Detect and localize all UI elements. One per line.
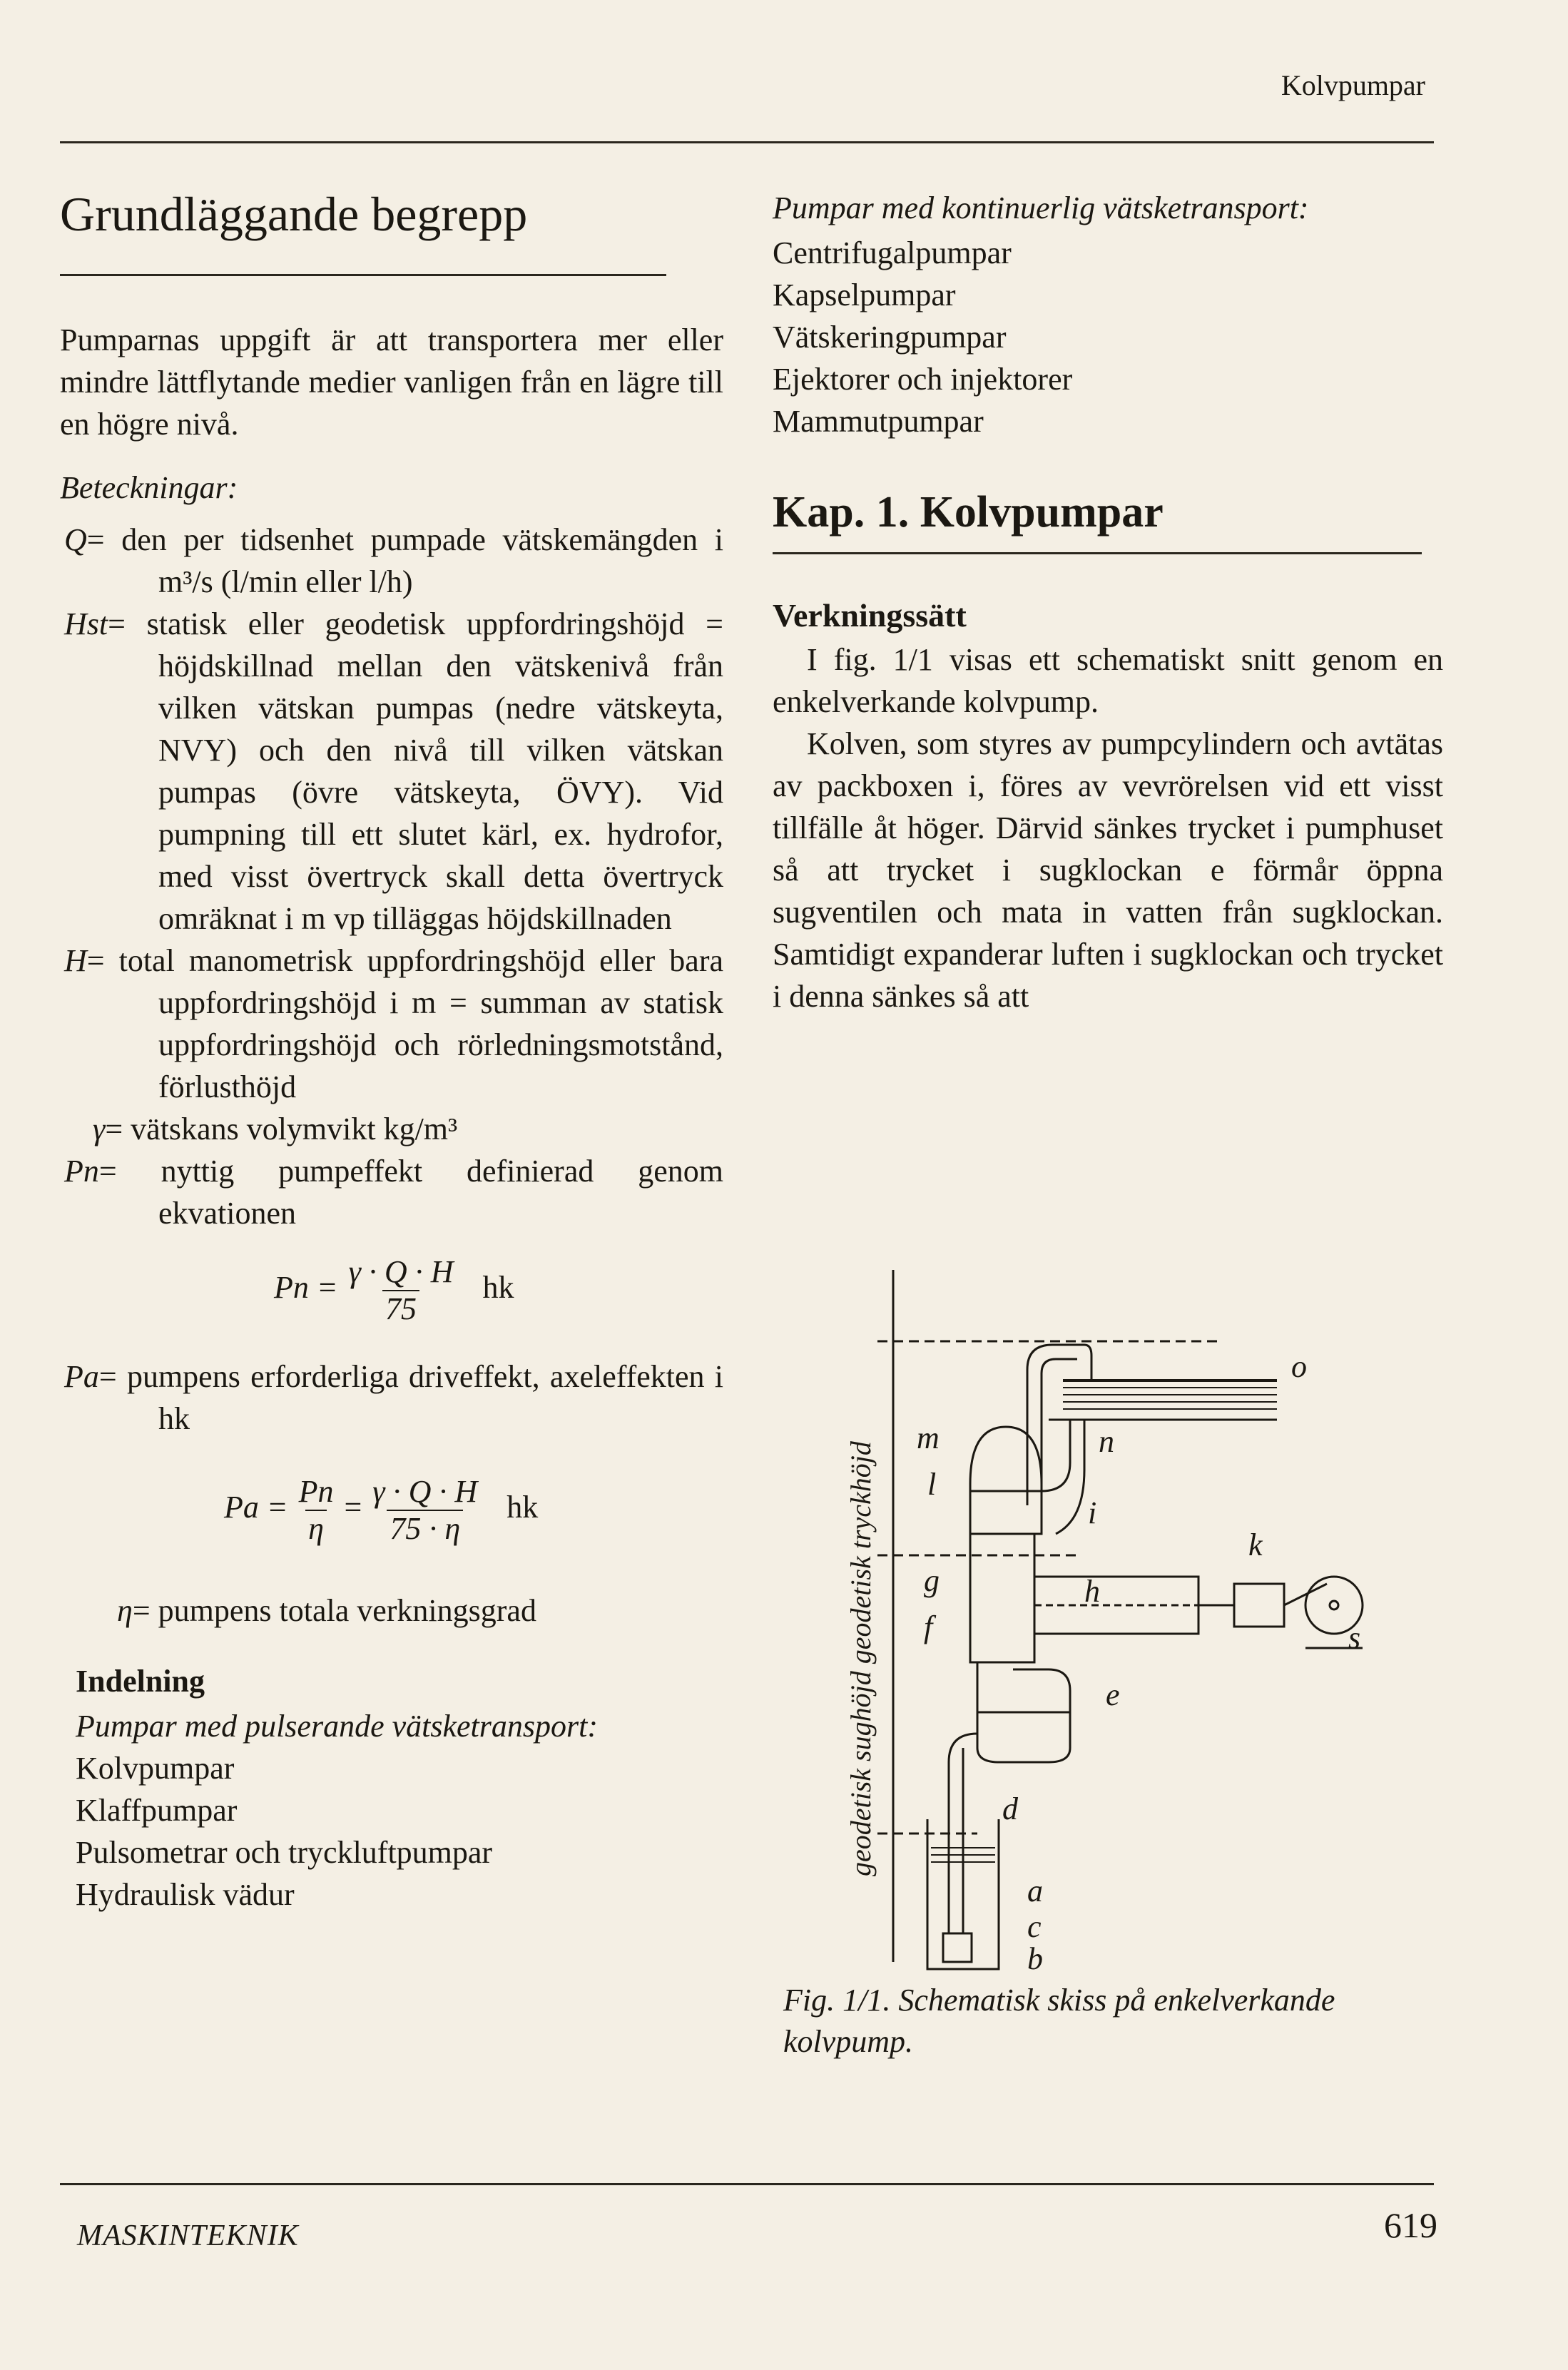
intro-paragraph: Pumparnas uppgift är att transportera mer eller mindre lättflytande medier vanligen från en lägre till en högre nivå. [60, 322, 723, 442]
formula-pa [60, 1447, 723, 1582]
label-a: a [1027, 1873, 1043, 1908]
crank-pin [1330, 1601, 1338, 1609]
continuous-heading: Pumpar med kontinuerlig vätsketransport: [773, 190, 1309, 225]
label-o: o [1291, 1349, 1307, 1384]
def-hst-text: = statisk eller geodetisk uppfordringshöjd = höjdskillnad mellan den vätskenivå från vilken vätskan pumpas (nedre vätskeyta, NVY) och den nivå till vilken vätskan pumpas (övre vätskeyta, ÖVY). Vid pumpning till ett slutet kärl, ex. hydrofor, med visst övertryck skall detta övertryck omräknat i m vp tilläggas höjdskillnaden [108, 606, 723, 936]
page-number: 619 [1384, 2205, 1437, 2245]
formula-pa-fraction-2 [370, 1475, 480, 1545]
pulsing-list-item: Kolvpumpar [76, 1751, 235, 1786]
continuous-list-item: Kapselpumpar [773, 278, 956, 312]
def-pa-text: = pumpens erforderliga driveffekt, axeleffekten i hk [98, 1359, 723, 1436]
def-eta-symbol: η [117, 1593, 133, 1628]
label-l: l [927, 1467, 937, 1502]
def-q [60, 519, 723, 603]
continuous-list-item: Vätskeringpumpar [773, 320, 1007, 355]
section-title: Grundläggande begrepp [60, 187, 528, 241]
def-pn-text: = nyttig pumpeffekt definierad genom ekvationen [98, 1154, 723, 1231]
label-f: f [924, 1609, 933, 1644]
def-q-text: = den per tidsenhet pumpade vätskemängden i m³/s (l/min eller l/h) [86, 522, 723, 599]
def-gamma [60, 1108, 723, 1150]
figure-caption: Fig. 1/1. Schematisk skiss på enkelverkande kolvpump. [783, 1983, 1335, 2059]
indelning-heading: Indelning [76, 1664, 205, 1699]
def-eta [60, 1590, 723, 1632]
formula-pa-lhs: Pa = [224, 1490, 288, 1525]
formula-pn-unit: hk [482, 1270, 514, 1306]
def-hst [60, 603, 723, 940]
beteckningar-label: Beteckningar: [60, 470, 238, 505]
def-h-text: = total manometrisk uppfordringshöjd eller bara uppfordringshöjd i m = summan av statisk uppfordringshöjd och rörledningsmotstånd, förlusthöjd [86, 943, 723, 1104]
section-rule [60, 274, 666, 276]
formula-pn-fraction [346, 1256, 457, 1326]
def-h-symbol: H [64, 943, 87, 978]
foot-valve [943, 1933, 972, 1962]
pulsing-list-item: Pulsometrar och tryckluftpumpar [76, 1835, 493, 1870]
def-h [60, 940, 723, 1108]
label-c: c [1027, 1909, 1042, 1944]
formula-pa-numerator-2: γ · Q · H [372, 1474, 478, 1509]
pump-housing [970, 1534, 1034, 1662]
def-eta-text: = pumpens totala verkningsgrad [132, 1593, 536, 1628]
delivery-pipe [1027, 1345, 1091, 1505]
label-g: g [924, 1563, 940, 1598]
def-gamma-text: = vätskans volymvikt kg/m³ [105, 1112, 458, 1146]
formula-pa-unit: hk [506, 1490, 539, 1525]
pulsing-list-item: Klaffpumpar [76, 1793, 238, 1828]
def-pa [60, 1356, 723, 1440]
upper-tank-hatching [1063, 1388, 1277, 1409]
pulsing-heading: Pumpar med pulserande vätsketransport: [76, 1709, 599, 1744]
label-h: h [1084, 1574, 1100, 1609]
label-n: n [1099, 1424, 1114, 1459]
continuous-list [773, 232, 1443, 442]
label-s: s [1348, 1620, 1361, 1655]
label-b: b [1027, 1941, 1043, 1976]
continuous-list-item: Ejektorer och injektorer [773, 362, 1073, 397]
pulsing-list-item: Hydraulisk vädur [76, 1877, 295, 1912]
paragraph-2: Kolven, som styres av pumpcylindern och avtätas av packboxen i, föres av vevrörelsen vid ett visst tillfälle åt höger. Därvid sänkes trycket i pumphuset så att trycket i sugklockan e förmår öppna sugventilen och mata in vatten från sugklockan. Samtidigt expanderar luften i sugklockan och trycket i denna sänkes så att [773, 726, 1443, 1014]
label-k: k [1248, 1527, 1263, 1562]
figure-vertical-label: geodetisk sughöjd geodetisk tryckhöjd [845, 1441, 877, 1876]
chapter-title: Kap. 1. Kolvpumpar [773, 488, 1164, 536]
pulsing-list [60, 1747, 723, 1916]
def-gamma-symbol: γ [93, 1112, 106, 1146]
left-column [60, 185, 723, 1916]
definition-list [60, 519, 723, 1234]
formula-pa-fraction-1 [296, 1475, 337, 1545]
chapter-rule [773, 552, 1422, 554]
journal-name: MASKINTEKNIK [77, 2219, 299, 2252]
def-pn-symbol: Pn [64, 1154, 99, 1189]
continuous-list-item: Centrifugalpumpar [773, 235, 1012, 270]
bottom-rule [60, 2183, 1434, 2185]
subsection-title: Verkningssätt [773, 597, 967, 634]
paragraph-1: I fig. 1/1 visas ett schematiskt snitt genom en enkelverkande kolvpump. [773, 642, 1443, 719]
formula-pn-numerator: γ · Q · H [348, 1254, 454, 1289]
label-m: m [917, 1420, 940, 1455]
pressure-pipe [1042, 1420, 1070, 1491]
formula-pa-equals: = [344, 1490, 362, 1525]
formula-pn-lhs: Pn = [274, 1270, 338, 1306]
label-d: d [1002, 1791, 1018, 1826]
air-vessel [970, 1427, 1042, 1534]
running-head: Kolvpumpar [1281, 69, 1425, 101]
formula-pn-denominator: 75 [382, 1290, 419, 1326]
crosshead [1234, 1584, 1284, 1627]
def-q-symbol: Q [64, 522, 87, 557]
kolvpump-figure [845, 1248, 1377, 1990]
formula-pa-denominator-1: η [305, 1510, 327, 1545]
top-rule [60, 141, 1434, 143]
continuous-list-item: Mammutpumpar [773, 404, 984, 439]
formula-pa-denominator-2: 75 · η [387, 1510, 463, 1545]
def-pn [60, 1150, 723, 1234]
def-pa-symbol: Pa [64, 1359, 99, 1394]
def-hst-symbol: Hst [64, 606, 108, 641]
right-column [773, 187, 1443, 1017]
formula-pa-numerator-1: Pn [298, 1474, 334, 1509]
label-e: e [1106, 1677, 1120, 1712]
label-i: i [1088, 1495, 1097, 1530]
formula-pn [60, 1241, 723, 1348]
